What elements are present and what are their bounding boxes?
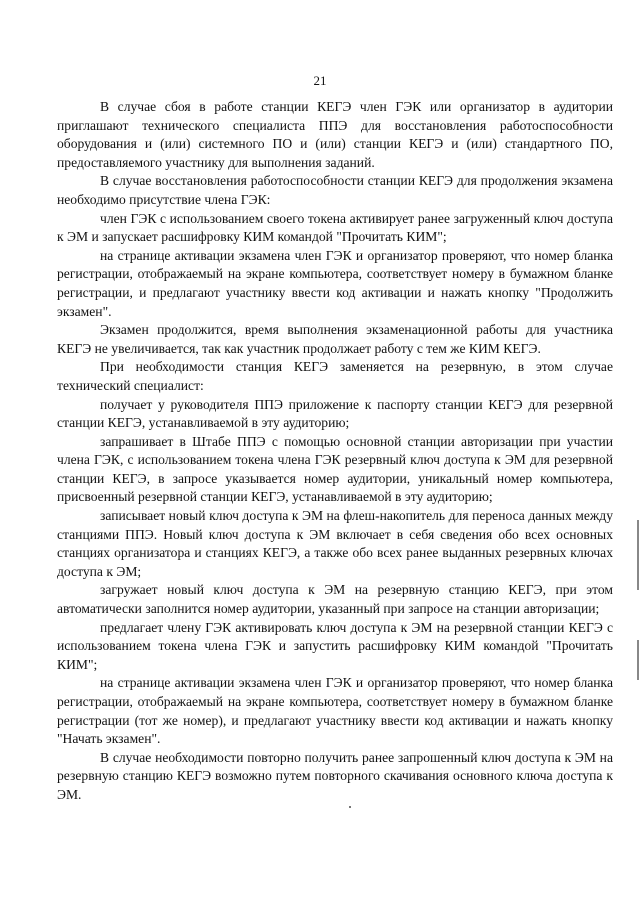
document-body xyxy=(57,98,613,805)
paragraph: предлагает члену ГЭК активировать ключ доступа к ЭМ на резервной станции КЕГЭ с использованием токена члена ГЭК и запустить расшифровку КИМ командой "Прочитать КИМ"; xyxy=(57,619,613,672)
paragraph: получает у руководителя ППЭ приложение к паспорту станции КЕГЭ для резервной станции КЕГЭ, устанавливаемой в эту аудиторию; xyxy=(57,396,613,431)
paragraph: При необходимости станция КЕГЭ заменяется на резервную, в этом случае технический специалист: xyxy=(57,359,613,393)
paragraph: В случае сбоя в работе станции КЕГЭ член ГЭК или организатор в аудитории приглашают технического специалиста ППЭ для восстановления работоспособности оборудования и (или) системного ПО и (или) станции КЕГЭ и (или) стандартного ПО, предоставляемого участнику для выполнения заданий. xyxy=(57,99,613,170)
paragraph: на странице активации экзамена член ГЭК и организатор проверяют, что номер бланка регистрации, отображаемый на экране компьютера, соответствует номеру в бумажном бланке регистрации (тот же номер), и предлагают участнику ввести код активации и нажать кнопку "Начать экзамен". xyxy=(57,675,613,747)
paragraph: загружает новый ключ доступа к ЭМ на резервную станцию КЕГЭ, при этом автоматически заполнится номер аудитории, указанный при запросе на станции авторизации; xyxy=(57,582,613,617)
scan-edge-mark xyxy=(637,520,639,590)
scan-artifact-dot xyxy=(349,806,351,808)
paragraph: Экзамен продолжится, время выполнения экзаменационной работы для участника КЕГЭ не увеличивается, так как участник продолжает работу с тем же КИМ КЕГЭ. xyxy=(57,322,613,356)
paragraph: записывает новый ключ доступа к ЭМ на флеш-накопитель для переноса данных между станциями ППЭ. Новый ключ доступа к ЭМ включает в себя сведения обо всех основных станциях организатора и станциях КЕГЭ, а также обо всех ранее выданных резервных ключах доступа к ЭМ; xyxy=(57,508,613,579)
paragraph: на странице активации экзамена член ГЭК и организатор проверяют, что номер бланка регистрации, отображаемый на экране компьютера, соответствует номеру в бумажном бланке регистрации, и предлагают участнику ввести код активации и нажать кнопку "Продолжить экзамен". xyxy=(57,247,613,319)
paragraph: В случае необходимости повторно получить ранее запрошенный ключ доступа к ЭМ на резервную станцию КЕГЭ возможно путем повторного скачивания основного ключа доступа к ЭМ. xyxy=(57,749,613,802)
paragraph: В случае восстановления работоспособности станции КЕГЭ для продолжения экзамена необходимо присутствие члена ГЭК: xyxy=(57,173,613,207)
paragraph: запрашивает в Штабе ППЭ с помощью основной станции авторизации при участии члена ГЭК, с использованием токена члена ГЭК резервный ключ доступа к ЭМ для резервной станции КЕГЭ, в запросе указывается номер аудитории, уникальный номер компьютера, присвоенный резервной станции КЕГЭ, устанавливаемой в эту аудиторию; xyxy=(57,433,613,505)
paragraph: член ГЭК с использованием своего токена активирует ранее загруженный ключ доступа к ЭМ и запускает расшифровку КИМ командой "Прочитать КИМ"; xyxy=(57,210,613,245)
page-number: 21 xyxy=(313,73,327,88)
scan-edge-mark xyxy=(637,640,639,680)
